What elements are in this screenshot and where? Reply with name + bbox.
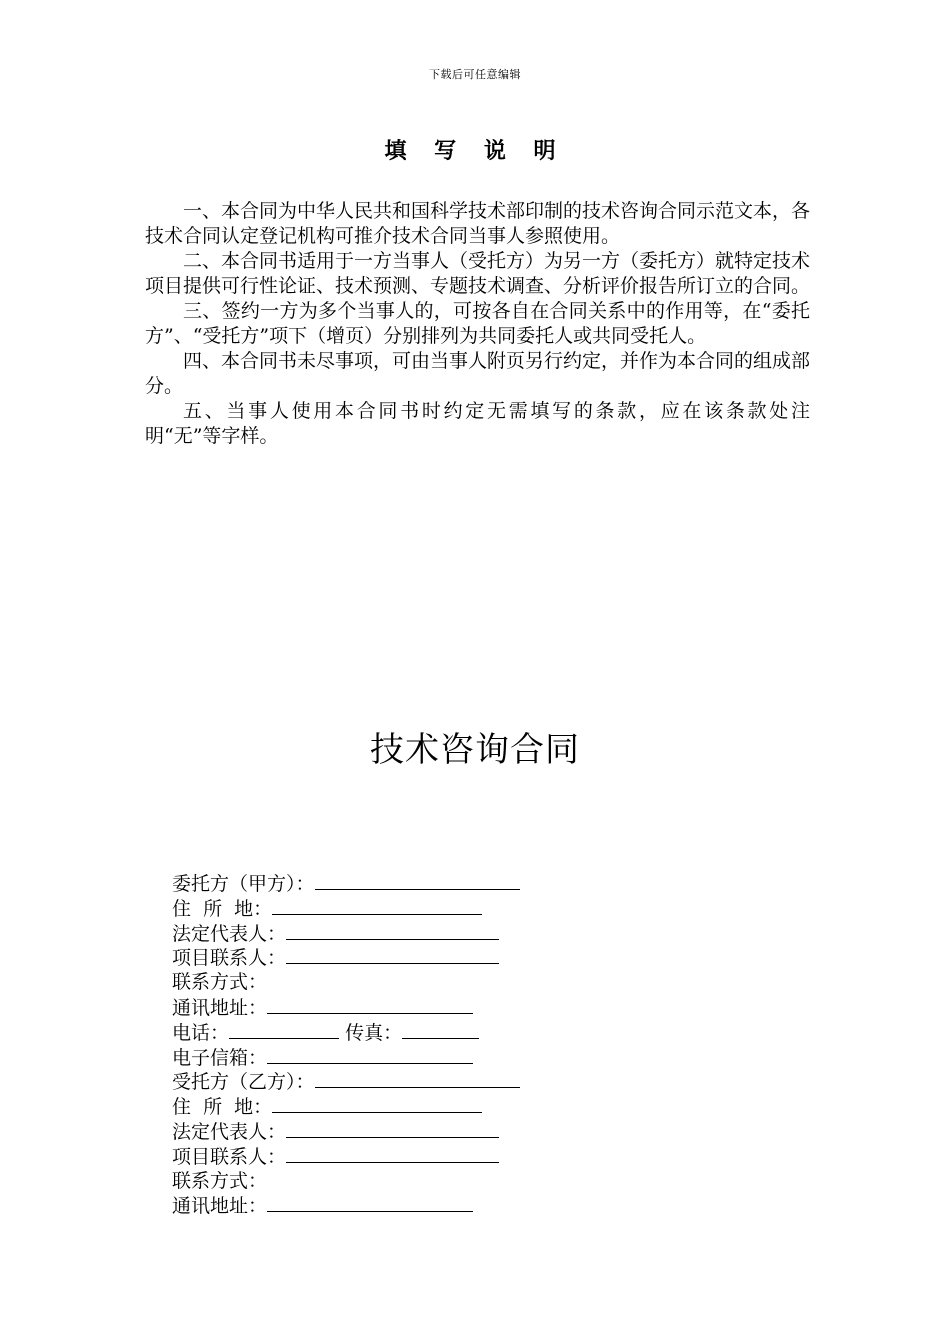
party-b-address-blank[interactable] [272, 1094, 482, 1113]
instruction-item-5: 五、当事人使用本合同书时约定无需填写的条款，应在该条款处注明“无”等字样。 [145, 400, 810, 447]
party-a-legal-rep-row [172, 921, 520, 946]
party-a-legal-rep-label: 法定代表人： [172, 922, 287, 945]
party-a-phone-blank[interactable] [229, 1020, 339, 1039]
party-a-contact-blank[interactable] [286, 945, 499, 964]
party-b-contact-method-label: 联系方式： [172, 1169, 268, 1192]
party-a-email-row [172, 1045, 520, 1070]
party-b-mail-label: 通讯地址： [172, 1195, 268, 1218]
party-a-contact-row [172, 945, 520, 970]
party-a-legal-rep-blank[interactable] [286, 921, 499, 940]
party-b-legal-rep-row [172, 1119, 520, 1144]
party-a-contact-label: 项目联系人： [172, 947, 287, 970]
party-a-label: 委托方（甲方）： [172, 873, 315, 895]
party-b-legal-rep-blank[interactable] [286, 1119, 499, 1138]
party-info-form [172, 871, 520, 1218]
party-a-mail-row [172, 995, 520, 1020]
party-a-contact-method-label: 联系方式： [172, 971, 268, 994]
party-a-address-blank[interactable] [272, 896, 482, 915]
party-b-contact-row [172, 1144, 520, 1169]
instruction-item-4: 四、本合同书未尽事项，可由当事人附页另行约定，并作为本合同的组成部分。 [145, 350, 811, 397]
instruction-item-3: 三、签约一方为多个当事人的，可按各自在合同关系中的作用等，在“委托方”、“受托方”项下（增页）分别排列为共同委托人或共同受托人。 [145, 300, 810, 347]
party-b-mail-row [172, 1193, 520, 1218]
party-b-blank[interactable] [315, 1069, 520, 1088]
party-b-address-label: 住 所 地： [172, 1096, 273, 1119]
party-b-contact-method-row [172, 1169, 520, 1194]
party-a-contact-method-row [172, 970, 520, 995]
header-note: 下载后可任意编辑 [429, 68, 521, 81]
instruction-item-2: 二、本合同书适用于一方当事人（受托方）为另一方（委托方）就特定技术项目提供可行性论证、技术预测、专题技术调查、分析评价报告所订立的合同。 [145, 250, 811, 297]
party-a-phone-label: 电话： [172, 1021, 230, 1044]
party-a-fax-label: 传真： [345, 1021, 403, 1044]
party-b-address-row [172, 1094, 520, 1119]
party-a-mail-blank[interactable] [267, 995, 473, 1014]
party-a-row [172, 871, 520, 896]
party-a-address-row [172, 896, 520, 921]
party-b-legal-rep-label: 法定代表人： [172, 1120, 287, 1143]
instruction-item-1: 一、本合同为中华人民共和国科学技术部印制的技术咨询合同示范文本，各技术合同认定登记机构可推介技术合同当事人参照使用。 [145, 200, 811, 247]
party-a-blank[interactable] [315, 871, 520, 890]
party-b-contact-blank[interactable] [286, 1144, 499, 1163]
party-a-fax-blank[interactable] [402, 1020, 479, 1039]
instructions-body [145, 199, 810, 449]
party-b-row [172, 1069, 520, 1094]
party-b-contact-label: 项目联系人： [172, 1145, 287, 1168]
party-a-email-blank[interactable] [267, 1045, 473, 1064]
instructions-title: 填 写 说 明 [384, 139, 566, 164]
party-a-email-label: 电子信箱： [172, 1046, 268, 1069]
party-a-phone-fax-row [172, 1020, 520, 1045]
party-a-mail-label: 通讯地址： [172, 996, 268, 1019]
party-b-label: 受托方（乙方）： [172, 1071, 315, 1094]
party-b-mail-blank[interactable] [267, 1193, 473, 1212]
contract-title: 技术咨询合同 [370, 730, 580, 770]
party-a-address-label: 住 所 地： [172, 897, 273, 920]
